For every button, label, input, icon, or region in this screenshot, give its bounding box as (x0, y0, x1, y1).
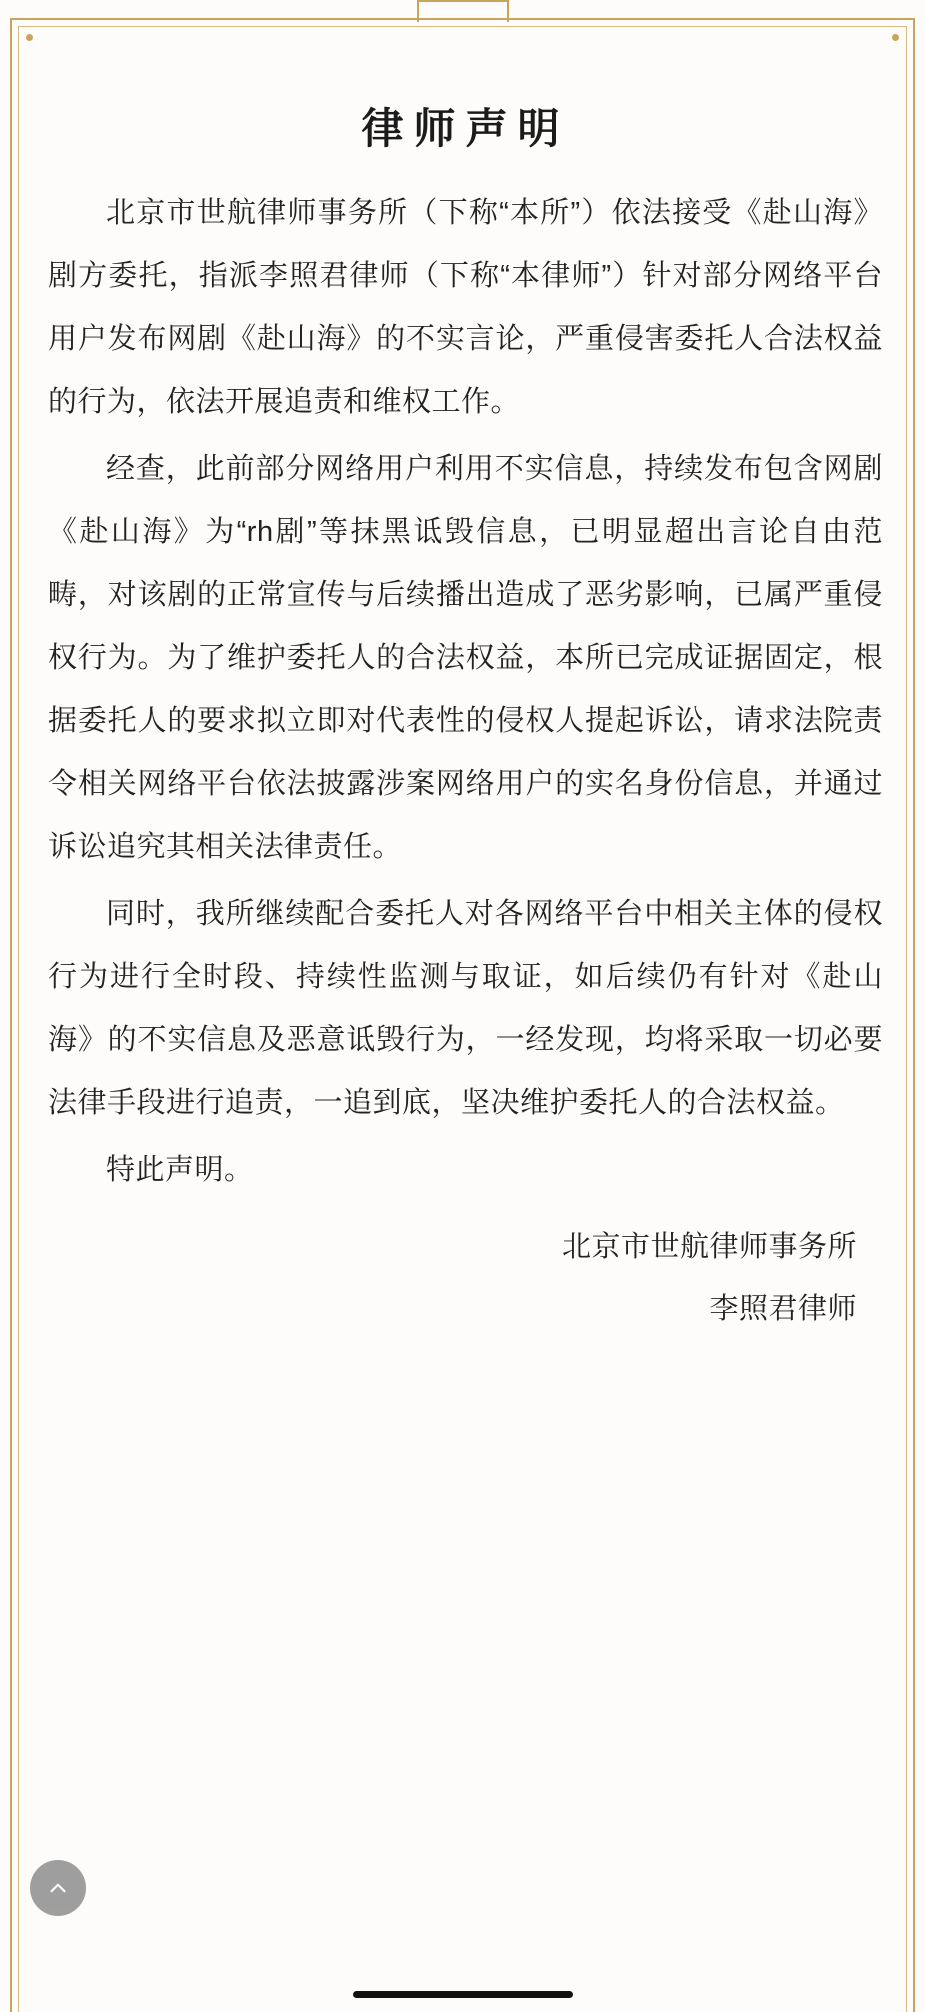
paragraph-2: 经查，此前部分网络用户利用不实信息，持续发布包含网剧《赴山海》为“rh剧”等抹黑诋毁信息，已明显超出言论自由范畴，对该剧的正常宣传与后续播出造成了恶劣影响，已属严重侵权行为。为了维护委托人的合法权益，本所已完成证据固定，根据委托人的要求拟立即对代表性的侵权人提起诉讼，请求法院责令相关网络平台依法披露涉案网络用户的实名身份信息，并通过诉讼追究其相关法律责任。 (48, 453, 883, 863)
corner-dot-top-right (892, 34, 899, 41)
home-indicator (353, 1991, 573, 1998)
signature-block (48, 1216, 883, 1340)
paragraph-1: 北京市世航律师事务所（下称“本所”）依法接受《赴山海》剧方委托，指派李照君律师（下称“本律师”）针对部分网络平台用户发布网剧《赴山海》的不实言论，严重侵害委托人合法权益的行为，依法开展追责和维权工作。 (48, 197, 883, 418)
page-title: 律师声明 (361, 107, 570, 153)
signature-lawyer: 李照君律师 (709, 1293, 857, 1325)
paragraph-3: 同时，我所继续配合委托人对各网络平台中相关主体的侵权行为进行全时段、持续性监测与取证，如后续仍有针对《赴山海》的不实信息及恶意诋毁行为，一经发现，均将采取一切必要法律手段进行追责，一追到底，坚决维护委托人的合法权益。 (48, 898, 883, 1119)
signature-firm: 北京市世航律师事务所 (561, 1231, 857, 1263)
paragraph-4: 特此声明。 (106, 1154, 254, 1186)
corner-ornament-top-right (869, 18, 915, 64)
corner-dot-top-left (26, 34, 33, 41)
top-ornament (383, 0, 543, 48)
document-content (48, 78, 883, 2012)
scroll-to-top-button[interactable] (30, 1860, 86, 1916)
corner-ornament-top-left (10, 18, 56, 64)
chevron-up-icon (45, 1875, 71, 1901)
